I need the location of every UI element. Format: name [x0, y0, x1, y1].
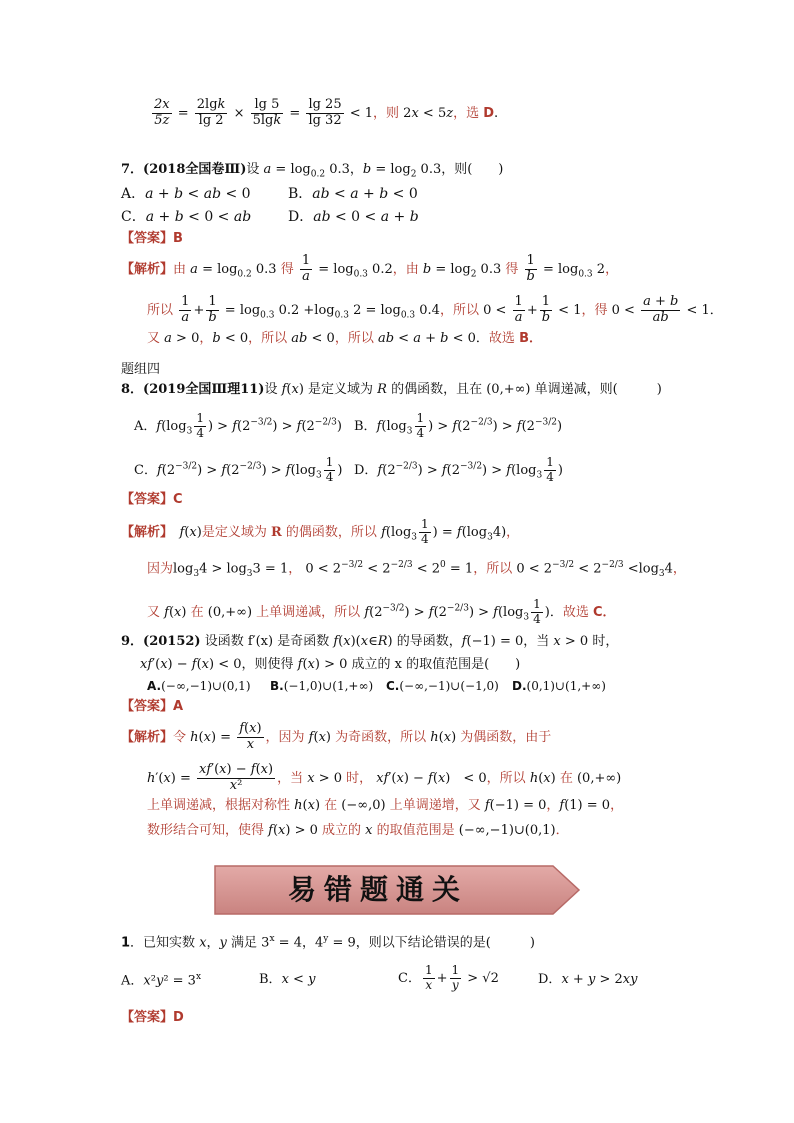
question-9-option-b: B.(−1,0)∪(1,+∞) — [270, 679, 374, 693]
question-9-stem-2: xf′(x) − f(x) < 0，则使得 f(x) > 0 成立的 x 的取值范围是( ) — [140, 657, 521, 672]
group-4-heading: 题组四 — [121, 362, 161, 377]
question-8-stem: 8．(2019全国Ⅲ理11)设 f(x) 是定义域为 R 的偶函数，且在 (0,+∞) 单调递减，则( ) — [121, 382, 662, 397]
error-question-1-option-c: C． $\frac{1}{x}$ + $\frac{1}{y}$ > √2 — [398, 963, 499, 992]
question-9-stem: 9．(20152) 设函数 f′(x) 是奇函数 f(x)(x∈R) 的导函数，f(−1) = 0，当 x > 0 时， — [121, 634, 619, 649]
question-8-source: 8．(2019全国Ⅲ理11) — [121, 382, 265, 397]
question-8-analysis-2: 因为$\log_34 > \log_33 = 1$， $0 < 2^{-3/2} < 2^{-2/3} < 2^0 = 1$，所以 $0 < 2^{-3/2} < 2^{-2/3} <\log_34$， — [147, 560, 686, 579]
section-banner — [213, 864, 533, 916]
question-9-option-c: C.(−∞,−1)∪(−1,0) — [386, 679, 499, 693]
question-7-analysis-2: 所以 $\frac{1}{a}$ + $\frac{1}{b}$ = $\log_{0.3} 0.2 +\log_{0.3}$ $2 = \log_{0.3} 0.4$，所以 0 < $\frac{1}{a}$ + $\frac{1}{b}$ < 1，得 0 < $\frac{a + b}{ab}$ < 1． — [147, 294, 723, 325]
question-7-option-d: D．ab < 0 < a + b — [288, 209, 419, 225]
banner-title: 易错题通关 — [287, 873, 468, 906]
question-8-option-a: A．$f(\log_3$ $\frac{1}{4}$ ) > $f(2^{-3/2}) > f(2^{-2/3})$ — [134, 411, 342, 440]
question-7-answer: 【答案】B — [121, 231, 183, 246]
error-question-1-answer: 【答案】D — [121, 1010, 184, 1025]
question-8-option-c: C．$f(2^{-3/2}) > f(2^{-2/3}) > f(\log_3$ $\frac{1}{4}$ ) — [134, 455, 343, 484]
formula-line-1: $\frac{2x}{5z}$ = $\frac{2\lg k}{\lg 2}$ × $\frac{\lg 5}{5\lg k}$ = $\frac{\lg 25}{\lg 32}$ < 1，则 2x < 5z，选 D. — [154, 97, 499, 128]
question-7-analysis-3: 又 a > 0，b < 0，所以 ab < 0，所以 ab < a + b < 0．故选 B． — [147, 331, 542, 346]
question-8-analysis-1: 【解析】 f(x)是定义域为 R 的偶函数，所以 $f(\log_3$ $\frac{1}{4}$ ) = $f(\log_34)$， — [121, 517, 520, 546]
question-8-answer: 【答案】C — [121, 492, 183, 507]
question-9-analysis-4: 数形结合可知，使得 f(x) > 0 成立的 x 的取值范围是 (−∞,−1)∪(0,1)． — [147, 823, 569, 838]
question-9-analysis-3: 上单调递减，根据对称性 h(x) 在 (−∞,0) 上单调递增，又 f(−1) = 0，f(1) = 0， — [147, 798, 624, 813]
question-8-analysis-3: 又 f(x) 在 (0,+∞) 上单调递减，所以 $f(2^{-3/2}) > f(2^{-2/3}) > f(\log_3$ $\frac{1}{4}$ )．故选 C． — [147, 597, 616, 626]
error-question-1-option-d: D．x + y > 2xy — [538, 972, 638, 987]
question-9-option-a: A.(−∞,−1)∪(0,1) — [147, 679, 251, 693]
question-7-stem — [121, 162, 503, 180]
question-7-source: 7．(2018全国卷Ⅲ) — [121, 162, 247, 177]
question-9-analysis-2: h′(x) = $\frac{xf'(x) - f(x)}{\text{x²}}$ ，当 x > 0 时， xf′(x) − f(x) < 0，所以 h(x) 在 (0,+∞) — [147, 762, 622, 793]
question-9-answer: 【答案】A — [121, 699, 184, 714]
question-7-text: 设 $a = \log_{0.2} 0.3$，$b = \log_2 0.3$，则( ) — [246, 162, 504, 180]
error-question-1-option-a: A．$x^2y^2 = 3^x$ — [121, 972, 202, 989]
error-question-1-stem: 1．已知实数 x，y 满足 $3^x = 4$，$4^y = 9$，则以下结论错误的是( ) — [121, 934, 535, 951]
question-7-option-a: A．a + b < ab < 0 — [121, 186, 251, 202]
question-8-option-d: D．$f(2^{-2/3}) > f(2^{-3/2}) > f(\log_3$ $\frac{1}{4}$ ) — [354, 455, 563, 484]
question-9-analysis-1: 【解析】令 h(x) = $\frac{f(x)}{x}$ ，因为 f(x) 为奇函数，所以 h(x) 为偶函数，由于 — [121, 721, 552, 752]
error-question-1-option-b: B．x < y — [259, 972, 316, 987]
question-7-option-c: C．a + b < 0 < ab — [121, 209, 252, 225]
question-7-option-b: B．ab < a + b < 0 — [288, 186, 418, 202]
question-9-source: 9．(20152) — [121, 634, 201, 649]
question-7-analysis-1: 【解析】由 $a = \log_{0.2} 0.3$ 得 $\frac{1}{a}$ = $\log_{0.3} 0.2$，由 $b = \log_2 0.3$ 得 $\frac{1}{b}$ = $\log_{0.3} 2$， — [121, 253, 619, 284]
question-8-option-b: B．$f(\log_3$ $\frac{1}{4}$ ) > $f(2^{-2/3}) > f(2^{-3/2})$ — [354, 411, 563, 440]
question-9-option-d: D.(0,1)∪(1,+∞) — [512, 679, 606, 693]
